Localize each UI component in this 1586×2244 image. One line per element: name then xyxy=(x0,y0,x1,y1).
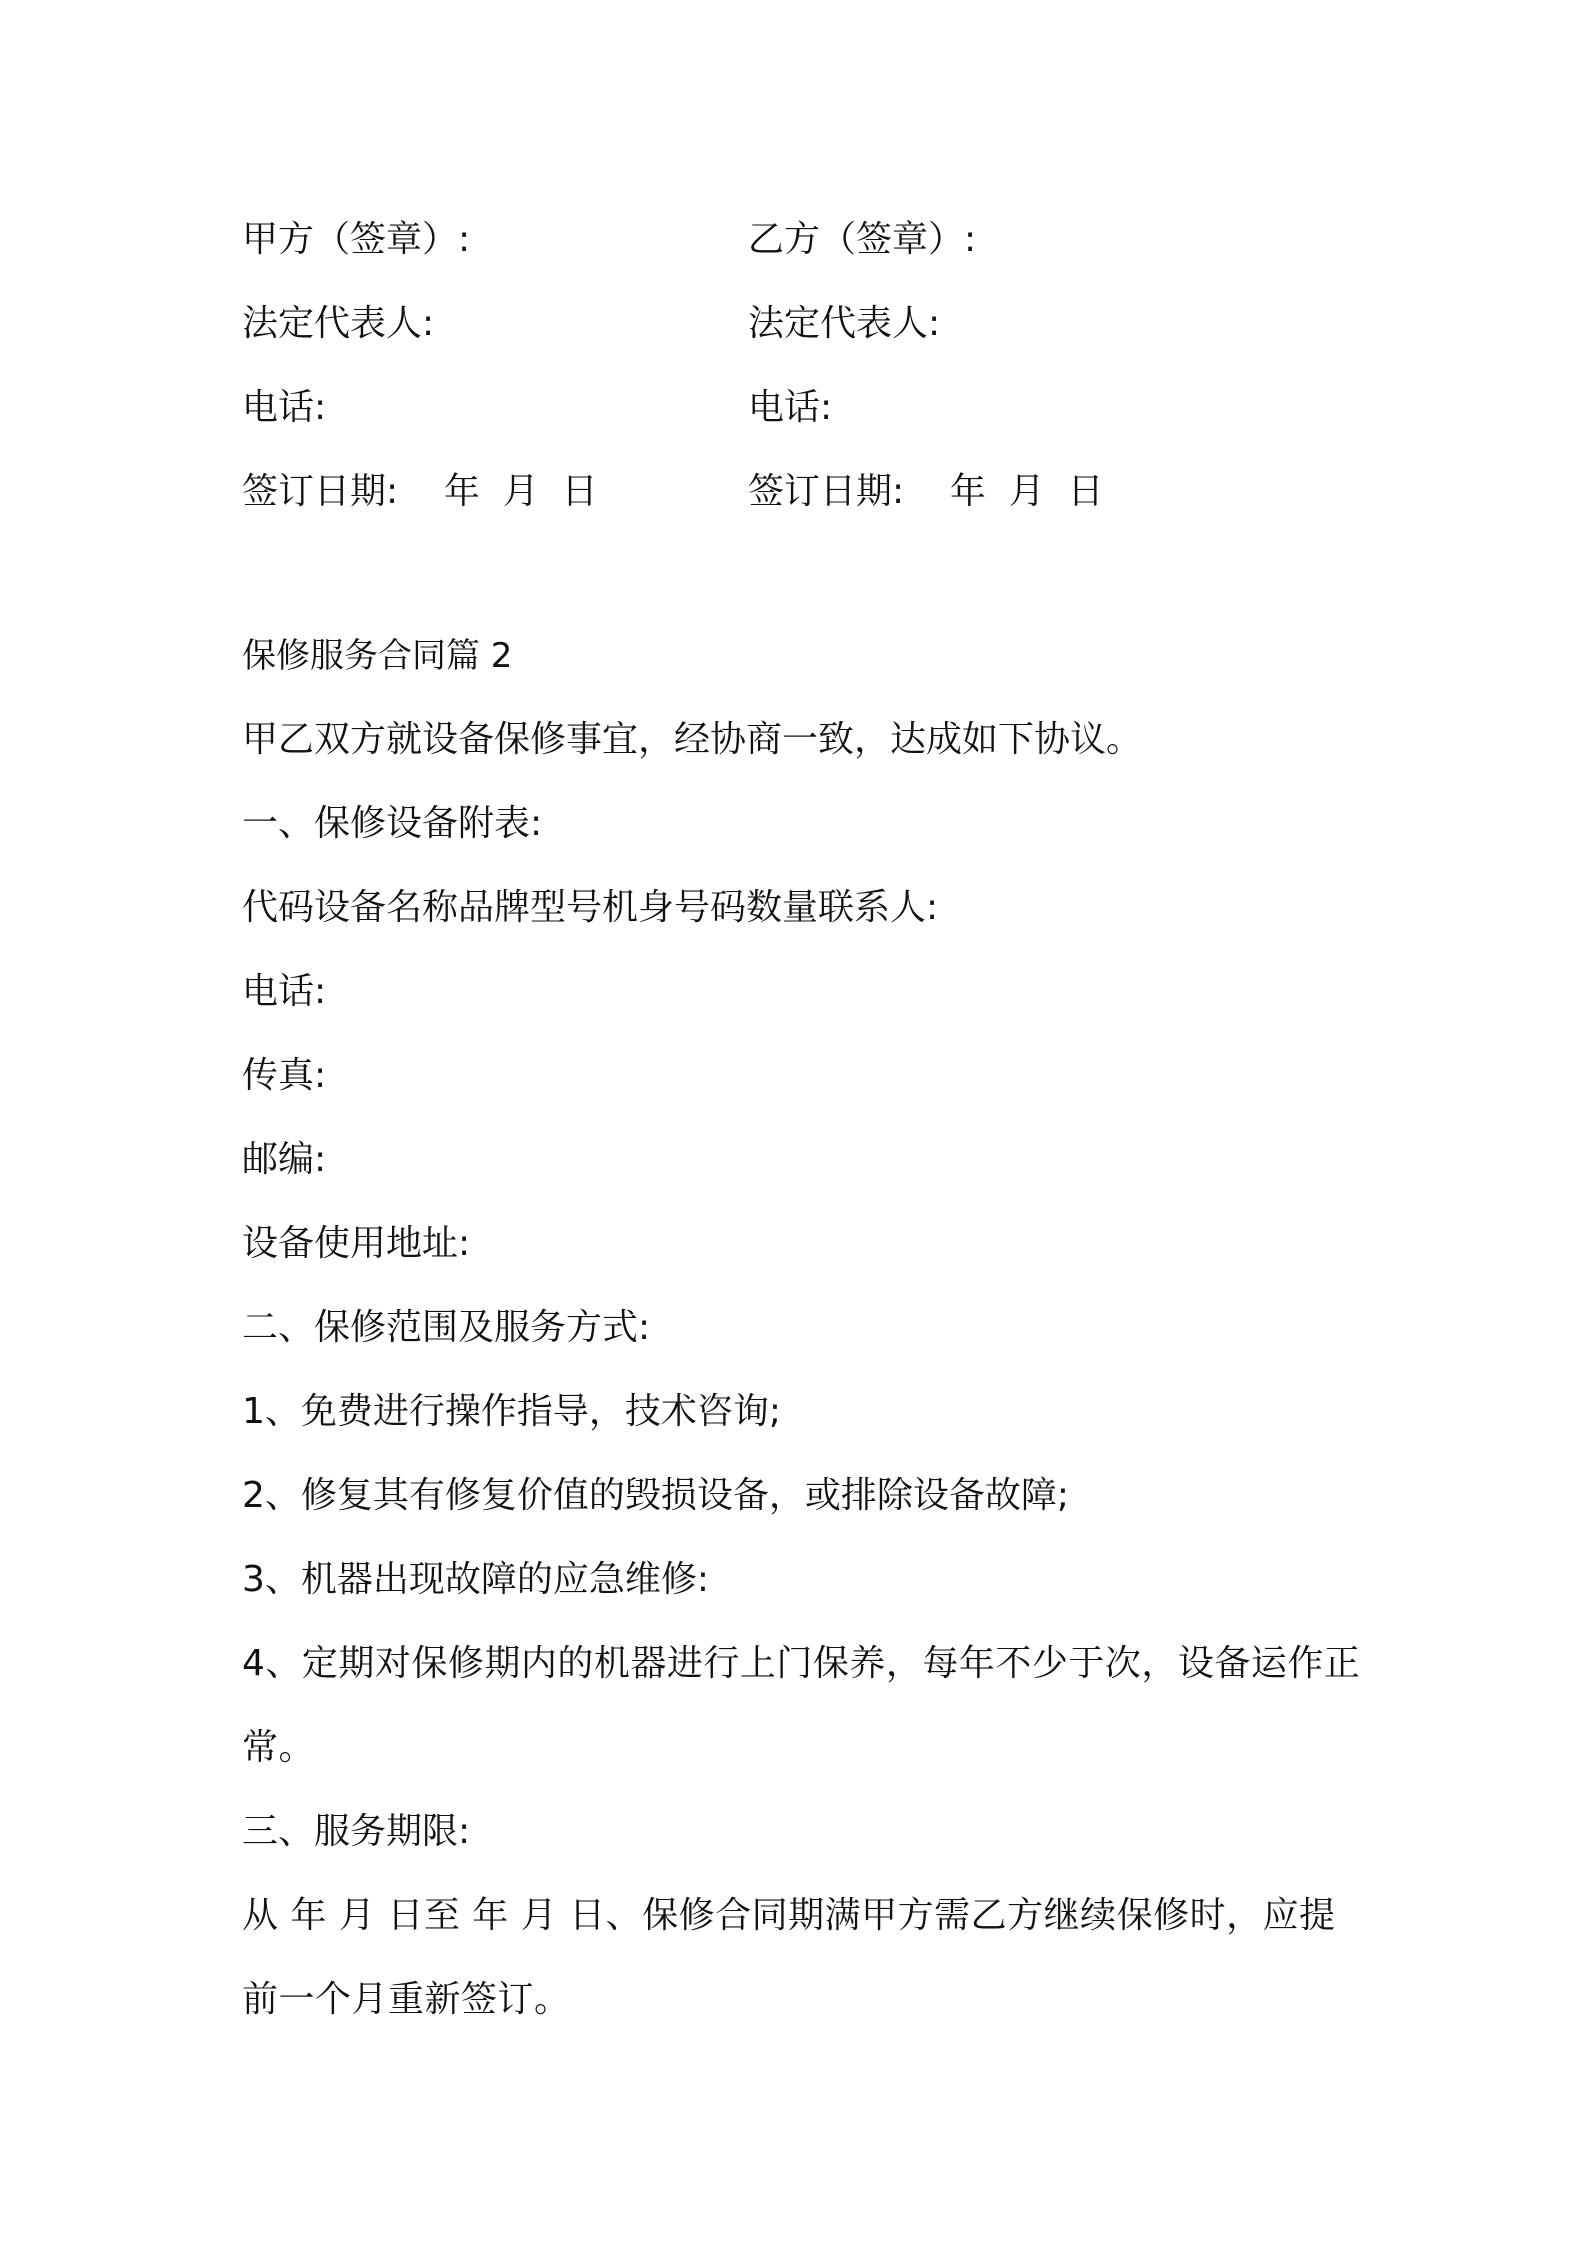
scope-item-3: 3、机器出现故障的应急维修: xyxy=(242,1559,710,1600)
signature-block xyxy=(242,198,1362,534)
party-b-date: 签订日期: 年 月 日 xyxy=(748,471,1104,512)
intro-paragraph: 甲乙双方就设备保修事宜，经协商一致，达成如下协议。 xyxy=(242,719,1143,760)
signature-row-date xyxy=(242,450,1362,534)
signature-row-phone xyxy=(242,366,1362,450)
contract-section-2 xyxy=(242,614,1362,2042)
party-b-phone: 电话: xyxy=(748,387,833,428)
heading-equipment-table: 一、保修设备附表: xyxy=(242,803,543,844)
fax-field: 传真: xyxy=(242,1055,327,1096)
phone-field: 电话: xyxy=(242,971,327,1012)
signature-row-rep xyxy=(242,282,1362,366)
heading-term: 三、服务期限: xyxy=(242,1811,471,1852)
heading-scope: 二、保修范围及服务方式: xyxy=(242,1307,651,1348)
scope-item-4: 4、定期对保修期内的机器进行上门保养，每年不少于次，设备运作正常。 xyxy=(242,1643,1361,1768)
postcode-field: 邮编: xyxy=(242,1139,327,1180)
term-paragraph: 从 年 月 日至 年 月 日、保修合同期满甲方需乙方继续保修时，应提前一个月重新签订。 xyxy=(242,1895,1336,2020)
equipment-table-header: 代码设备名称品牌型号机身号码数量联系人: xyxy=(242,887,939,928)
party-b-seal: 乙方（签章）: xyxy=(748,219,977,260)
scope-item-1: 1、免费进行操作指导，技术咨询; xyxy=(242,1391,782,1432)
signature-row-seal xyxy=(242,198,1362,282)
scope-item-2: 2、修复其有修复价值的毁损设备，或排除设备故障; xyxy=(242,1475,1070,1516)
party-a-seal: 甲方（签章）: xyxy=(242,219,471,260)
party-b-rep: 法定代表人: xyxy=(748,303,941,344)
party-a-rep: 法定代表人: xyxy=(242,303,435,344)
address-field: 设备使用地址: xyxy=(242,1223,471,1264)
party-a-phone: 电话: xyxy=(242,387,327,428)
section-title: 保修服务合同篇 2 xyxy=(242,636,513,676)
party-a-date: 签订日期: 年 月 日 xyxy=(242,471,598,512)
